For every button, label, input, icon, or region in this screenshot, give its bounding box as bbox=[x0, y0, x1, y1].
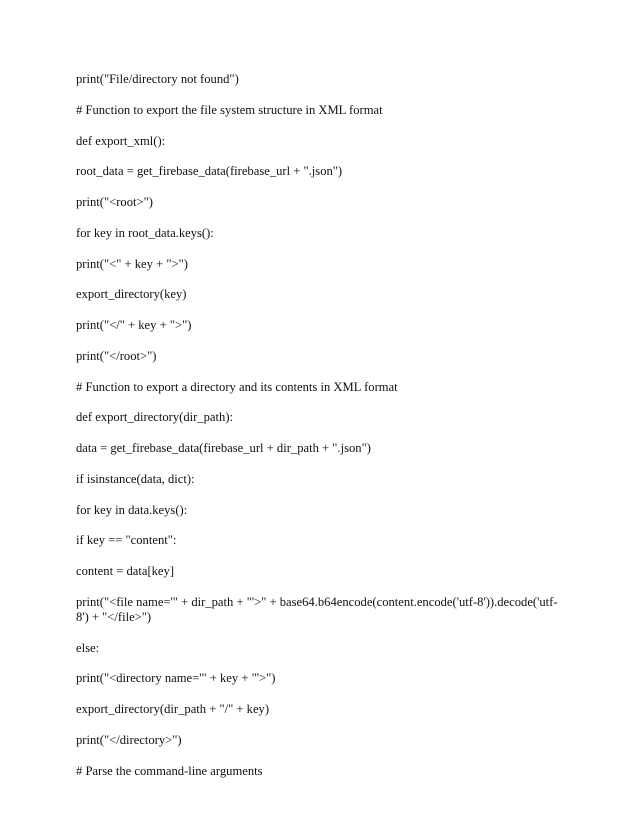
code-line: content = data[key] bbox=[76, 564, 175, 578]
code-line: def export_directory(dir_path): bbox=[76, 410, 234, 425]
code-line: print("File/directory not found") bbox=[76, 72, 239, 86]
code-line: export_directory(key) bbox=[76, 287, 187, 302]
code-line: root_data = get_firebase_data(firebase_url + ".json") bbox=[76, 164, 343, 179]
code-line: print("</root>") bbox=[76, 348, 157, 363]
code-line: print("<directory name='" + key + "'>") bbox=[76, 671, 276, 686]
code-line: print("<" + key + ">") bbox=[76, 256, 188, 271]
code-line: if isinstance(data, dict): bbox=[76, 471, 195, 486]
code-line: print("</" + key + ">") bbox=[76, 318, 192, 332]
code-line: print("</directory>") bbox=[76, 732, 182, 747]
code-line: # Function to export the file system structure in XML format bbox=[76, 102, 383, 117]
code-line: export_directory(dir_path + "/" + key) bbox=[76, 702, 270, 716]
code-line: for key in data.keys(): bbox=[76, 502, 188, 517]
code-line: # Parse the command-line arguments bbox=[76, 763, 263, 778]
code-line: else: bbox=[76, 640, 100, 655]
code-lines bbox=[76, 72, 566, 794]
code-line: def export_xml(): bbox=[76, 133, 166, 148]
code-line: data = get_firebase_data(firebase_url + dir_path + ".json") bbox=[76, 441, 371, 455]
code-line: # Function to export a directory and its contents in XML format bbox=[76, 379, 398, 394]
code-line: for key in root_data.keys(): bbox=[76, 225, 214, 240]
code-line: print("<root>") bbox=[76, 195, 153, 209]
code-line: print("<file name='" + dir_path + "'>" + base64.b64encode(content.encode('utf-8')).decode('utf-8') + "</file>") bbox=[76, 594, 558, 624]
code-line: if key == "content": bbox=[76, 533, 177, 548]
